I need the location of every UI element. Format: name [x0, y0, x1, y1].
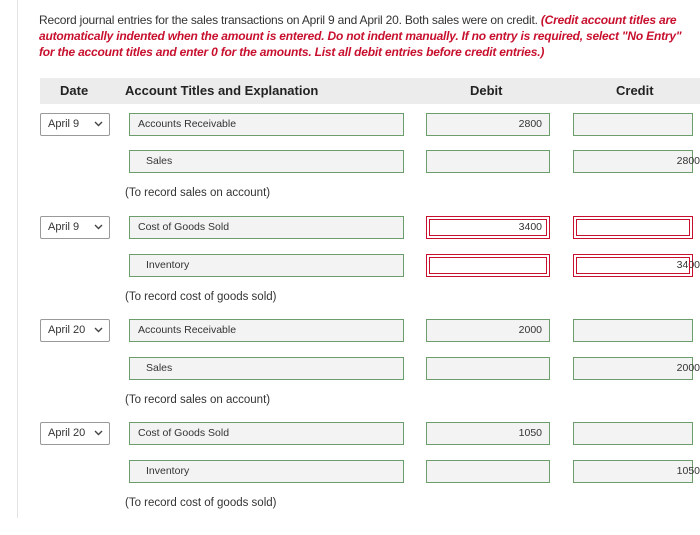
header-account: Account Titles and Explanation [125, 83, 319, 98]
debit-value: 2800 [518, 118, 542, 130]
credit-value: 1050 [676, 465, 700, 477]
entry-explanation: (To record sales on account) [125, 187, 271, 199]
account-field[interactable] [129, 254, 404, 277]
account-value: Accounts Receivable [138, 118, 237, 130]
entry-explanation: (To record cost of goods sold) [125, 497, 277, 509]
account-value: Cost of Goods Sold [138, 427, 230, 439]
account-value: Sales [146, 362, 173, 374]
instructions-emphasis: (Credit account titles are automatically indented when the amount is entered. Do not indent manually. If no entry is required, select "No Entry" for the account titles and enter 0 for the amounts. List all debit entries before credit entries.) [39, 13, 682, 59]
chevron-down-icon [94, 121, 103, 127]
account-field[interactable] [129, 113, 404, 136]
account-field[interactable] [129, 460, 404, 483]
debit-field[interactable] [426, 422, 550, 445]
debit-value: 1050 [518, 427, 542, 439]
debit-field[interactable] [426, 319, 550, 342]
credit-value: 2000 [676, 362, 700, 374]
credit-field[interactable] [573, 216, 693, 239]
date-select[interactable] [40, 422, 110, 445]
debit-field[interactable] [426, 216, 550, 239]
credit-field[interactable] [573, 460, 700, 483]
chevron-down-icon [94, 327, 103, 333]
account-value: Inventory [146, 259, 190, 271]
account-value: Sales [146, 155, 173, 167]
account-value: Inventory [146, 465, 190, 477]
instructions [39, 12, 684, 60]
date-value: April 9 [48, 118, 80, 130]
debit-field[interactable] [426, 460, 550, 483]
date-select[interactable] [40, 319, 110, 342]
credit-value: 2800 [676, 155, 700, 167]
account-field[interactable] [129, 150, 404, 173]
entry-explanation: (To record sales on account) [125, 394, 271, 406]
date-value: April 9 [48, 221, 80, 233]
account-value: Cost of Goods Sold [138, 221, 230, 233]
credit-field[interactable] [573, 319, 693, 342]
debit-value: 3400 [518, 221, 542, 233]
entry-explanation: (To record cost of goods sold) [125, 291, 277, 303]
account-field[interactable] [129, 319, 404, 342]
account-value: Accounts Receivable [138, 324, 237, 336]
left-divider [17, 0, 18, 518]
debit-field[interactable] [426, 150, 550, 173]
chevron-down-icon [94, 430, 103, 436]
table-header [40, 78, 700, 104]
instructions-text: Record journal entries for the sales transactions on April 9 and April 20. Both sales were on credit. [39, 13, 541, 27]
credit-field[interactable] [573, 113, 693, 136]
credit-field[interactable] [573, 150, 700, 173]
account-field[interactable] [129, 357, 404, 380]
account-field[interactable] [129, 422, 404, 445]
credit-field[interactable] [573, 422, 693, 445]
header-debit: Debit [470, 83, 503, 98]
chevron-down-icon [94, 224, 103, 230]
debit-field[interactable] [426, 113, 550, 136]
header-credit: Credit [616, 83, 654, 98]
credit-field[interactable] [573, 254, 700, 277]
debit-field[interactable] [426, 254, 550, 277]
header-date: Date [60, 83, 89, 98]
credit-value: 3400 [676, 259, 700, 271]
date-value: April 20 [48, 427, 86, 439]
credit-field[interactable] [573, 357, 700, 380]
date-select[interactable] [40, 216, 110, 239]
debit-field[interactable] [426, 357, 550, 380]
date-select[interactable] [40, 113, 110, 136]
account-field[interactable] [129, 216, 404, 239]
date-value: April 20 [48, 324, 86, 336]
debit-value: 2000 [518, 324, 542, 336]
